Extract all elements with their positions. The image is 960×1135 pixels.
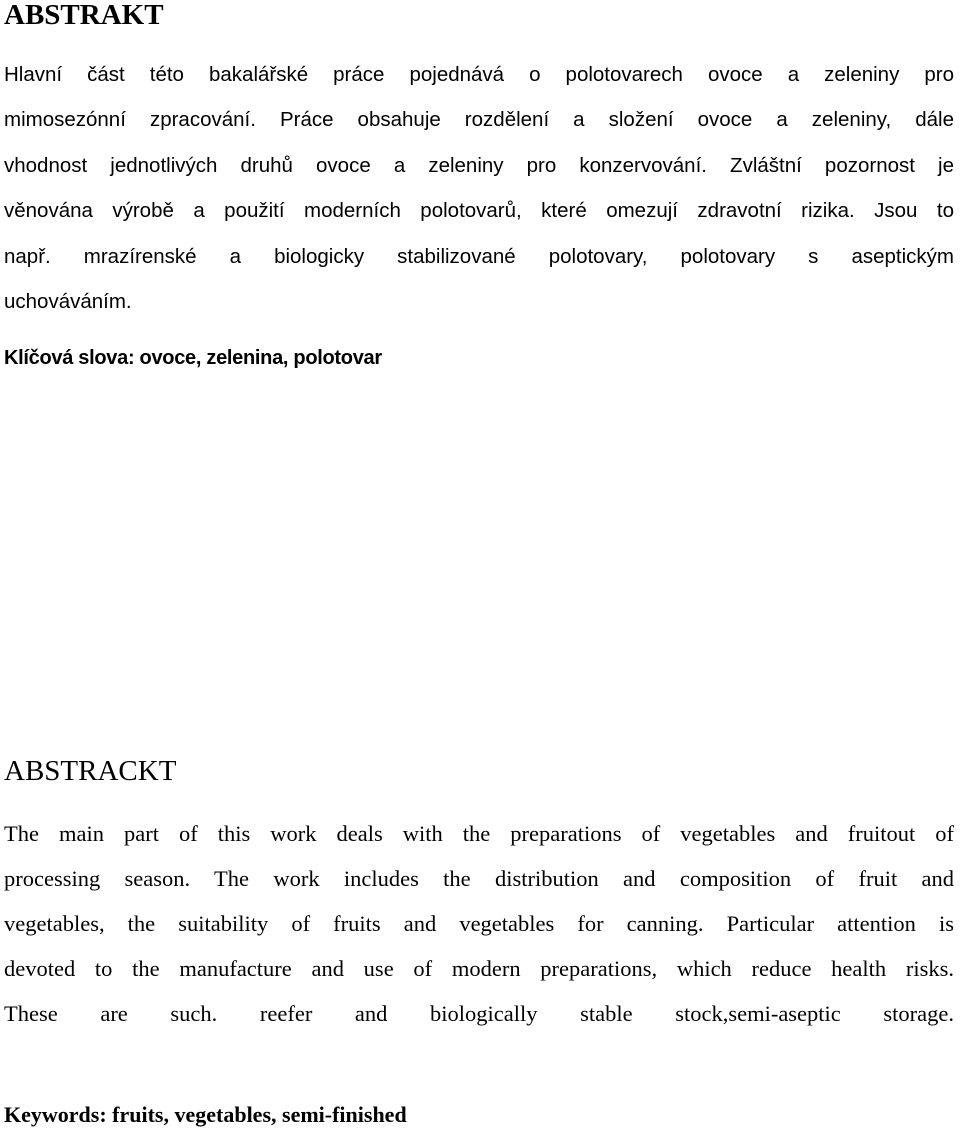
english-abstract-line-3: vegetables, the suitability of fruits and vegetables for canning. Particular attention is	[4, 911, 954, 936]
czech-abstract-line-4: věnována výrobě a použití moderních polotovarů, které omezují zdravotní rizika. Jsou to	[4, 199, 954, 222]
english-keywords: Keywords: fruits, vegetables, semi-finished	[4, 1102, 407, 1127]
english-abstract-line-2: processing season. The work includes the distribution and composition of fruit and	[4, 866, 954, 891]
czech-abstract-line-6: uchováváním.	[4, 290, 132, 313]
english-abstract-line-4: devoted to the manufacture and use of modern preparations, which reduce health risks.	[4, 956, 954, 981]
abstract-english-title: ABSTRACKT	[4, 755, 177, 787]
abstract-czech-title: ABSTRAKT	[4, 0, 164, 31]
czech-abstract-line-1: Hlavní část této bakalářské práce pojednává o polotovarech ovoce a zeleniny pro	[4, 63, 954, 86]
english-abstract-line-1: The main part of this work deals with the preparations of vegetables and fruitout of	[4, 821, 954, 846]
czech-abstract-line-3: vhodnost jednotlivých druhů ovoce a zeleniny pro konzervování. Zvláštní pozornost je	[4, 154, 954, 177]
english-abstract-line-5: These are such. reefer and biologically stable stock,semi-aseptic storage.	[4, 1001, 954, 1026]
czech-keywords: Klíčová slova: ovoce, zelenina, polotovar	[4, 347, 382, 369]
czech-abstract-line-5: např. mrazírenské a biologicky stabilizované polotovary, polotovary s aseptickým	[4, 245, 954, 268]
czech-abstract-line-2: mimosezónní zpracování. Práce obsahuje rozdělení a složení ovoce a zeleniny, dále	[4, 108, 954, 131]
